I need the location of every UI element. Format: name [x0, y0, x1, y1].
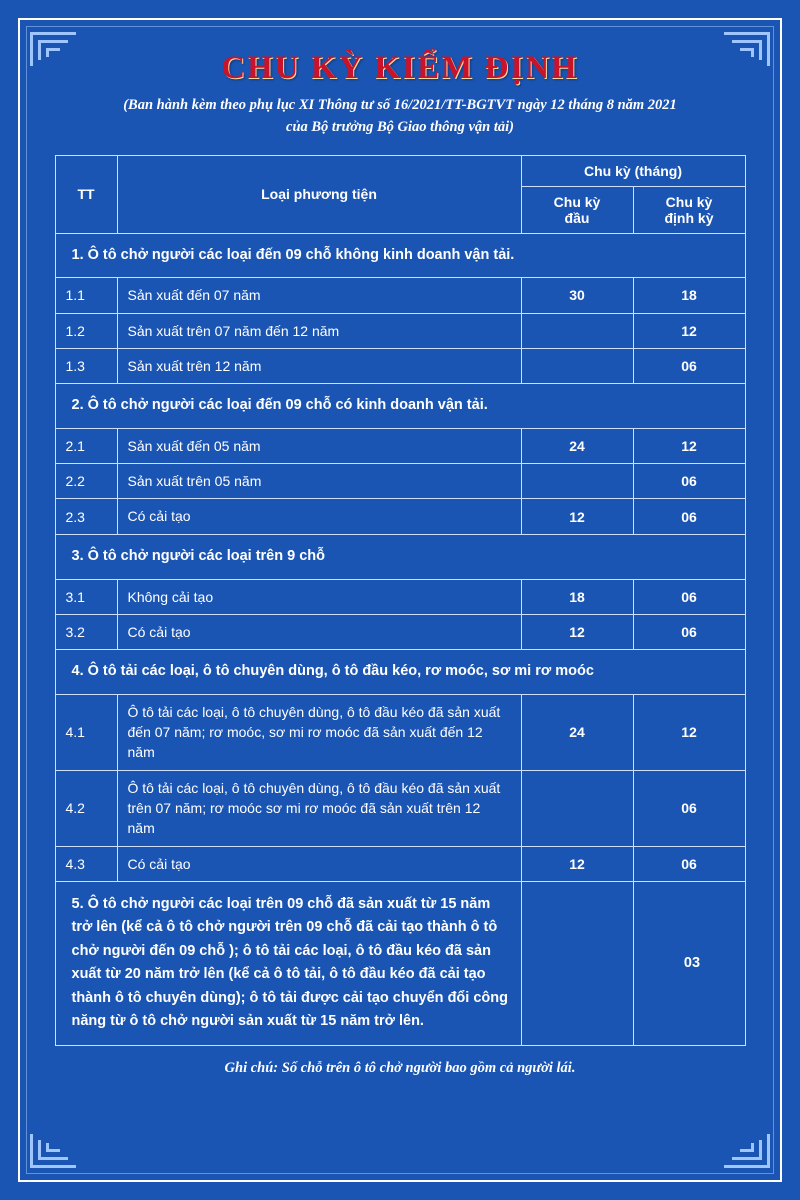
- row-tt: 4.2: [55, 770, 117, 846]
- inspection-cycle-table: [55, 155, 746, 1046]
- row-name: Sản xuất trên 07 năm đến 12 năm: [117, 313, 521, 348]
- header-vehicle-type: Loại phương tiện: [117, 155, 521, 233]
- row-first-cycle: 18: [521, 579, 633, 614]
- row-periodic-cycle: 06: [633, 770, 745, 846]
- group-label: 2. Ô tô chở người các loại đến 09 chỗ có kinh doanh vận tải.: [55, 384, 745, 429]
- row-periodic-cycle: 12: [633, 694, 745, 770]
- table-header: [55, 155, 745, 233]
- header-periodic-cycle-line2: định kỳ: [664, 209, 714, 226]
- row-periodic-cycle: 06: [633, 846, 745, 881]
- group-label: 3. Ô tô chở người các loại trên 9 chỗ: [55, 534, 745, 579]
- row-tt: 3.2: [55, 614, 117, 649]
- row-first-cycle: [521, 464, 633, 499]
- table-row: [55, 579, 745, 614]
- row-first-cycle: [521, 348, 633, 383]
- row-periodic-cycle: 12: [633, 313, 745, 348]
- footer-note-label: Ghi chú:: [224, 1059, 279, 1076]
- corner-ornament-bottom-right-icon: [724, 1134, 770, 1168]
- row-tt: 2.2: [55, 464, 117, 499]
- table-row: [55, 384, 745, 429]
- row-tt: 4.3: [55, 846, 117, 881]
- row-name: Sản xuất trên 05 năm: [117, 464, 521, 499]
- table-row: [55, 428, 745, 463]
- table-row: [55, 464, 745, 499]
- row-tt: 1.3: [55, 348, 117, 383]
- row-tt: 1.1: [55, 278, 117, 313]
- row-first-cycle: 30: [521, 278, 633, 313]
- row-first-cycle: [521, 770, 633, 846]
- row-periodic-cycle: 03: [633, 881, 745, 1045]
- row-periodic-cycle: 06: [633, 579, 745, 614]
- row-name: Không cải tạo: [117, 579, 521, 614]
- row-first-cycle: 24: [521, 428, 633, 463]
- row-first-cycle: 12: [521, 614, 633, 649]
- row-first-cycle: [521, 313, 633, 348]
- document-content: [46, 40, 754, 1077]
- table-row: [55, 650, 745, 695]
- table-body: [55, 233, 745, 1045]
- row-first-cycle: 12: [521, 499, 633, 534]
- row-periodic-cycle: 18: [633, 278, 745, 313]
- table-row: [55, 770, 745, 846]
- row-first-cycle: 12: [521, 846, 633, 881]
- group-label: 1. Ô tô chở người các loại đến 09 chỗ không kinh doanh vận tải.: [55, 233, 745, 278]
- table-row: [55, 278, 745, 313]
- row-name: Có cải tạo: [117, 846, 521, 881]
- footer-note-text: Số chỗ trên ô tô chở người bao gồm cả người lái.: [278, 1059, 576, 1076]
- corner-ornament-bottom-left-icon: [30, 1134, 76, 1168]
- row-first-cycle: [521, 881, 633, 1045]
- table-row: [55, 534, 745, 579]
- table-row: [55, 348, 745, 383]
- document-subtitle: [56, 95, 744, 139]
- row-tt: 1.2: [55, 313, 117, 348]
- table-row: [55, 881, 745, 1045]
- table-row: [55, 313, 745, 348]
- header-periodic-cycle-line1: Chu kỳ: [665, 193, 713, 210]
- header-cycle-group: Chu kỳ (tháng): [521, 155, 745, 186]
- subtitle-line-2: của Bộ trưởng Bộ Giao thông vận tải): [286, 118, 514, 135]
- group-label: 5. Ô tô chở người các loại trên 09 chỗ đã sản xuất từ 15 năm trở lên (kể cả ô tô chở người trên 09 chỗ đã cải tạo thành ô tô chở người đến 09 chỗ ); ô tô tải các loại, ô tô đầu kéo đã sản xuất từ 20 năm trở lên (kể cả ô tô tải, ô tô đầu kéo đã cải tạo thành ô tô chuyên dùng); ô tô tải được cải tạo chuyển đổi công năng từ ô tô chở người sản xuất từ 15 năm trở lên.: [55, 881, 521, 1045]
- row-first-cycle: 24: [521, 694, 633, 770]
- footer-note: [46, 1060, 754, 1077]
- table-row: [55, 846, 745, 881]
- row-name: Sản xuất trên 12 năm: [117, 348, 521, 383]
- table-row: [55, 614, 745, 649]
- group-label: 4. Ô tô tải các loại, ô tô chuyên dùng, ô tô đầu kéo, rơ moóc, sơ mi rơ moóc: [55, 650, 745, 695]
- row-name: Ô tô tải các loại, ô tô chuyên dùng, ô tô đầu kéo đã sản xuất đến 07 năm; rơ moóc, sơ mi rơ moóc đã sản xuất đến 12 năm: [117, 694, 521, 770]
- row-periodic-cycle: 06: [633, 499, 745, 534]
- row-name: Sản xuất đến 05 năm: [117, 428, 521, 463]
- row-periodic-cycle: 06: [633, 464, 745, 499]
- row-tt: 2.1: [55, 428, 117, 463]
- table-row: [55, 233, 745, 278]
- header-first-cycle: [521, 186, 633, 233]
- row-tt: 3.1: [55, 579, 117, 614]
- header-first-cycle-line2: đầu: [564, 209, 590, 226]
- header-tt: TT: [55, 155, 117, 233]
- page-title: CHU KỲ KIỂM ĐỊNH: [221, 50, 579, 86]
- subtitle-line-1: (Ban hành kèm theo phụ lục XI Thông tư số 16/2021/TT-BGTVT ngày 12 tháng 8 năm 2021: [123, 97, 677, 113]
- table-row: [55, 499, 745, 534]
- row-periodic-cycle: 12: [633, 428, 745, 463]
- header-first-cycle-line1: Chu kỳ: [553, 193, 601, 210]
- header-periodic-cycle: [633, 186, 745, 233]
- table-row: [55, 694, 745, 770]
- row-name: Ô tô tải các loại, ô tô chuyên dùng, ô tô đầu kéo đã sản xuất trên 07 năm; rơ moóc sơ mi rơ moóc đã sản xuất trên 12 năm: [117, 770, 521, 846]
- row-name: Có cải tạo: [117, 614, 521, 649]
- row-periodic-cycle: 06: [633, 348, 745, 383]
- row-tt: 4.1: [55, 694, 117, 770]
- row-name: Có cải tạo: [117, 499, 521, 534]
- row-name: Sản xuất đến 07 năm: [117, 278, 521, 313]
- row-tt: 2.3: [55, 499, 117, 534]
- row-periodic-cycle: 06: [633, 614, 745, 649]
